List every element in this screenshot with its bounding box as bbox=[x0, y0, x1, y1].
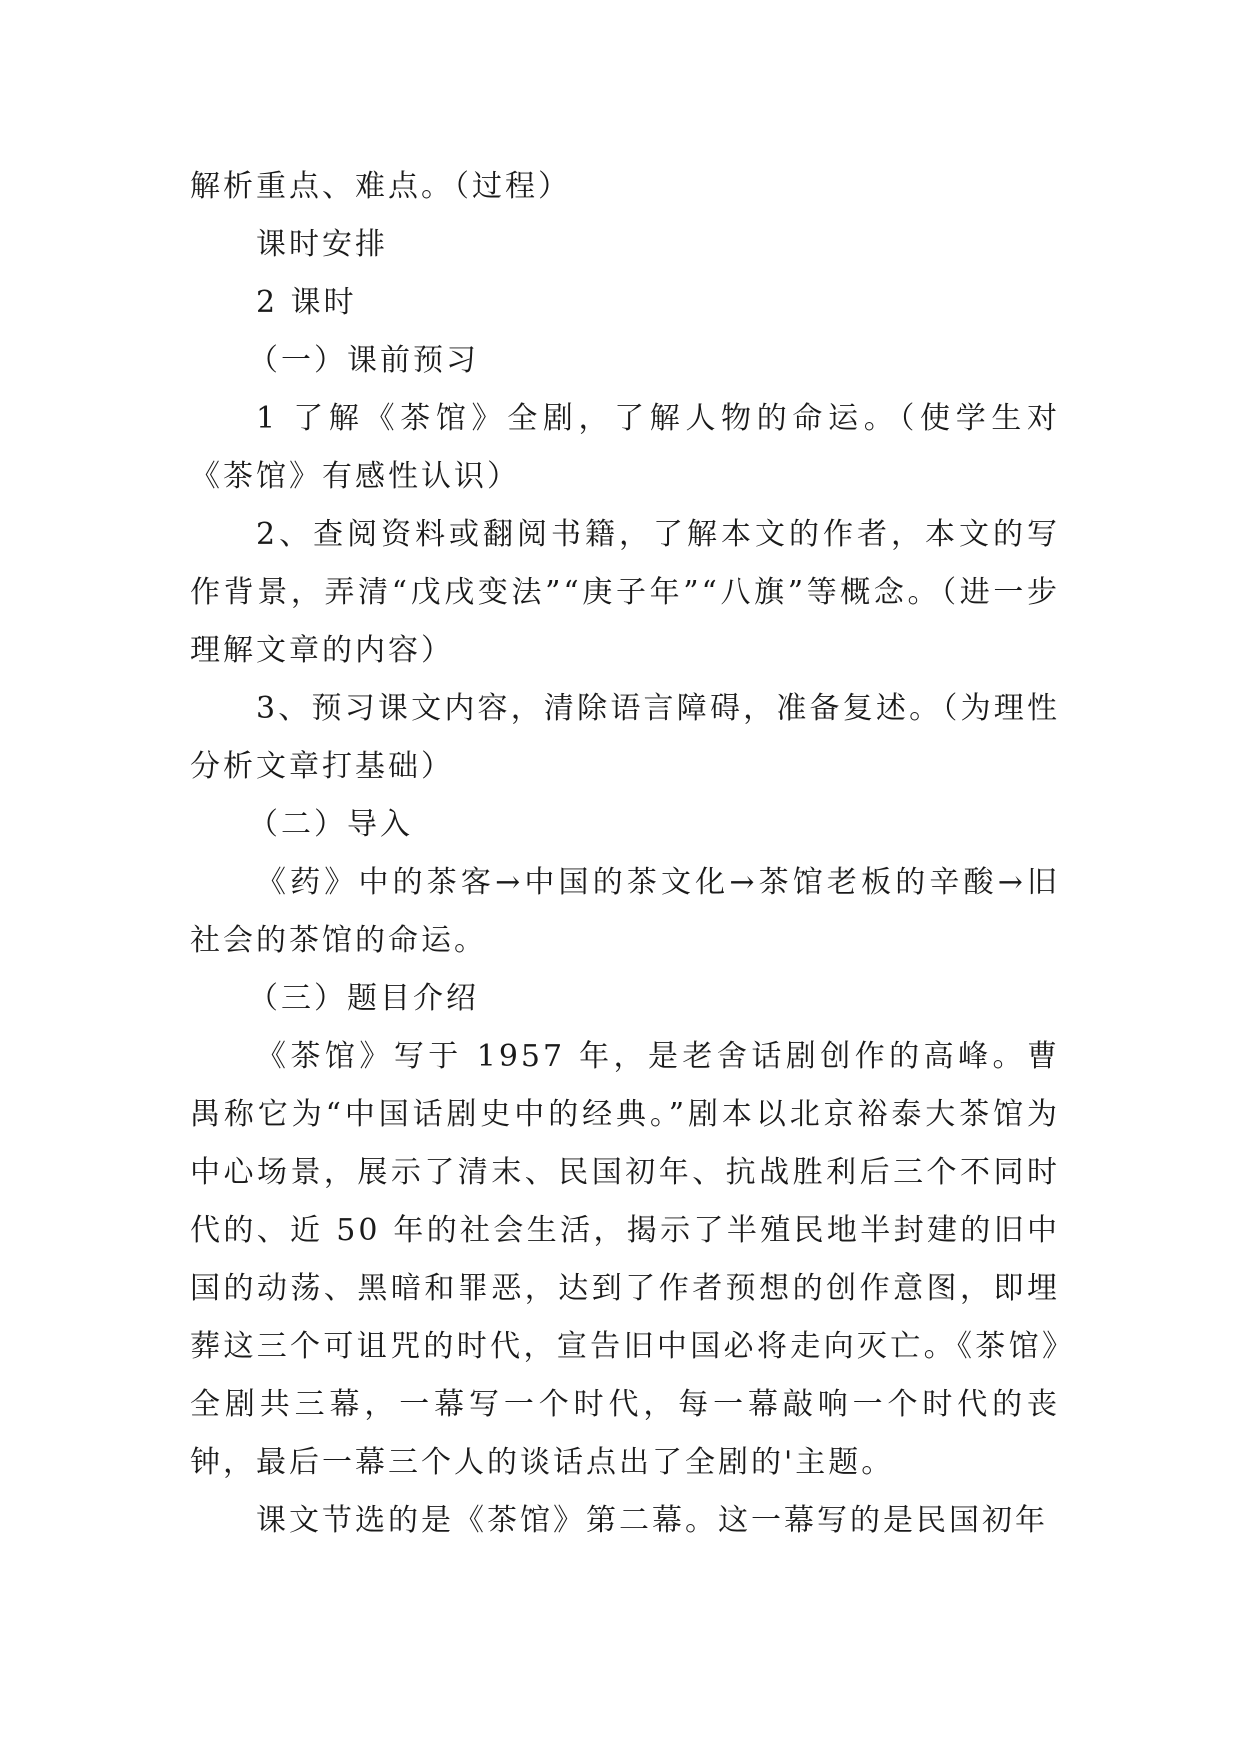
paragraph-preview-3: 3、预习课文内容，清除语言障碍，准备复述。（为理性分析文章打基础） bbox=[190, 691, 1060, 784]
paragraph-preview-1: 1 了解《茶馆》全剧，了解人物的命运。（使学生对《茶馆》有感性认识） bbox=[190, 401, 1060, 494]
paragraph-excerpt: 课文节选的是《茶馆》第二幕。这一幕写的是民国初年 bbox=[256, 1503, 1048, 1538]
heading-hours: 2 课时 bbox=[256, 285, 357, 320]
paragraph-analysis: 解析重点、难点。（过程） bbox=[190, 169, 571, 204]
paragraph-introduction: 《药》中的茶客→中国的茶文化→茶馆老板的辛酸→旧社会的茶馆的命运。 bbox=[190, 865, 1060, 958]
paragraph-preview-2: 2、查阅资料或翻阅书籍，了解本文的作者，本文的写作背景，弄清“戊戌变法”“庚子年”“八旗”等概念。（进一步理解文章的内容） bbox=[190, 517, 1060, 668]
document-page bbox=[190, 158, 1060, 1550]
section-preview: （一）课前预习 bbox=[248, 343, 479, 378]
section-title-intro: （三）题目介绍 bbox=[248, 981, 479, 1016]
paragraph-title-intro: 《茶馆》写于 1957 年，是老舍话剧创作的高峰。曹禺称它为“中国话剧史中的经典。”剧本以北京裕泰大茶馆为中心场景，展示了清末、民国初年、抗战胜利后三个不同时代的、近 50 年的社会生活，揭示了半殖民地半封建的旧中国的动荡、黑暗和罪恶，达到了作者预想的创作意图，即埋葬这三个可诅咒的时代，宣告旧中国必将走向灭亡。《茶馆》全剧共三幕，一幕写一个时代，每一幕敲响一个时代的丧钟，最后一幕三个人的谈话点出了全剧的'主题。 bbox=[190, 1039, 1060, 1480]
section-introduction: （二）导入 bbox=[248, 807, 413, 842]
heading-schedule: 课时安排 bbox=[256, 227, 388, 262]
